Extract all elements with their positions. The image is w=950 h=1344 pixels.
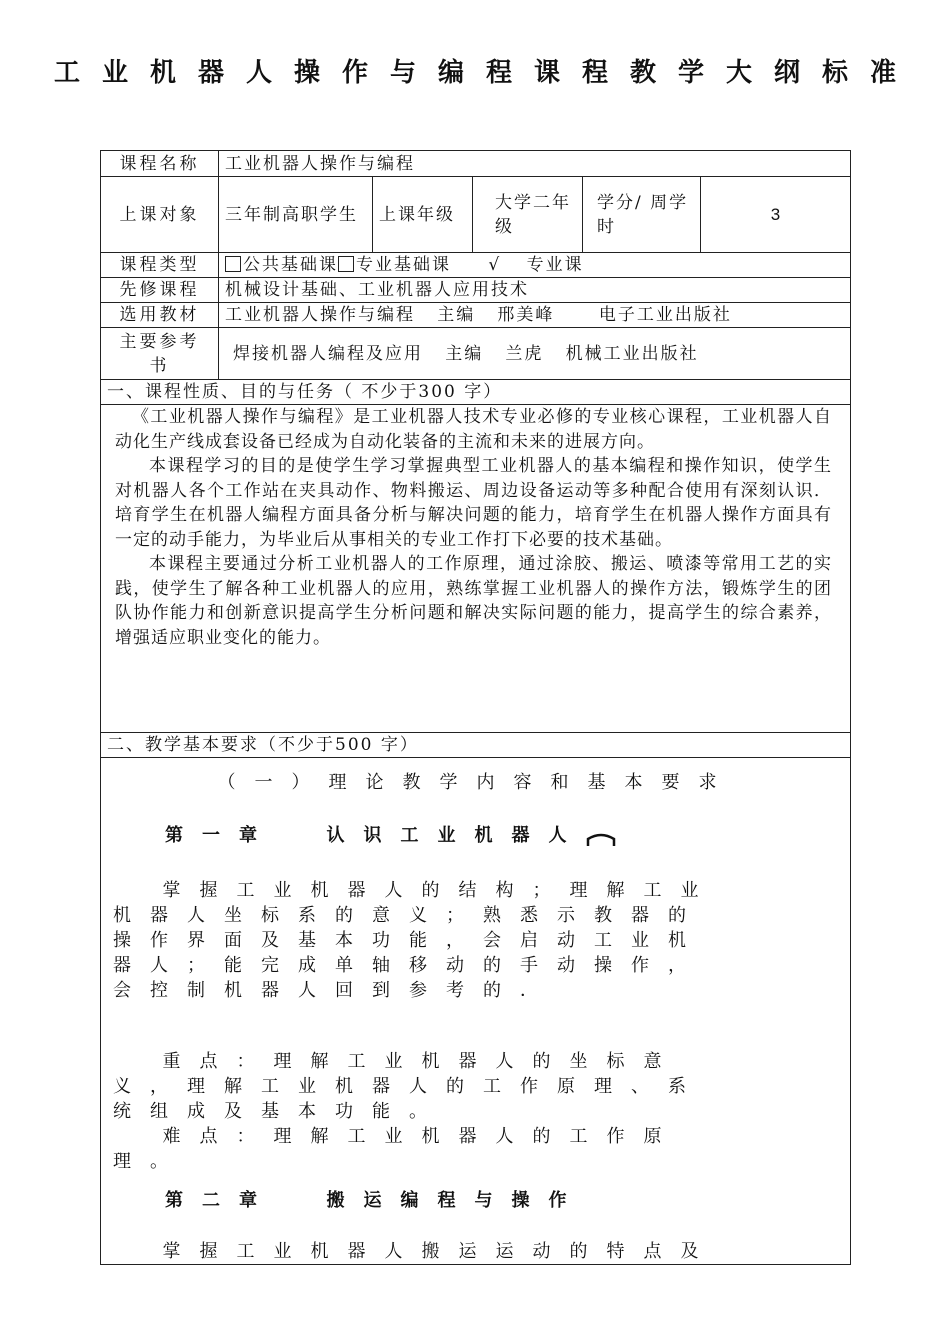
section1-paragraph: 本课程学习的目的是使学生学习掌握典型工业机器人的基本编程和操作知识，使学生对机器人各个工作站在夹具动作、物料搬运、周边设备运动等多种配合使用有深刻认识．培育学生在机器人编程方面具备分析与解决问题的能力，培育学生在机器人操作方面具有一定的动手能力，为毕业后从事相关的专业工作打下必要的技术基础。 (115, 456, 833, 550)
course-type-options (219, 253, 851, 278)
row-course-type (101, 253, 851, 278)
chapter1-line: 器人；能完成单轴移动的手动操作， (113, 955, 705, 976)
chapter2-title: 第二章 搬运编程与操作 (165, 1190, 586, 1211)
key-point-line: 统组成及基本功能。 (113, 1101, 446, 1122)
row-section1-body (101, 405, 851, 733)
bracket-mark-icon (586, 833, 616, 847)
option-professional: 专业课 (526, 255, 584, 275)
key-point-line: 重点：理解工业机器人的坐标意 (113, 1051, 681, 1072)
section1-heading: 一、课程性质、目的与任务（ 不少于300 字） (101, 380, 851, 405)
chapter1-line: 机器人坐标系的意义；熟悉示教器的 (113, 905, 705, 926)
prereq-value: 机械设计基础、工业机器人应用技术 (219, 278, 851, 303)
row-audience (101, 177, 851, 253)
section1-paragraph: 本课程主要通过分析工业机器人的工作原理，通过涂胶、搬运、喷漆等常用工艺的实践，使学生了解各种工业机器人的应用，熟练掌握工业机器人的操作方法，锻炼学生的团队协作能力和创新意识提高学生分析问题和解决实际问题的能力，提高学生的综合素养，增强适应职业变化的能力。 (115, 554, 833, 648)
row-course-name (101, 151, 851, 177)
reference-label: 主要参考书 (101, 328, 219, 380)
audience-value: 三年制高职学生 (219, 177, 373, 253)
key-point-line: 义，理解工业机器人的工作原理、系 (113, 1076, 705, 1097)
page-title: 工业机器人操作与编程课程教学大纲标准 (53, 58, 918, 88)
chapter1-title: 第一章 认识工业机器人 (113, 823, 840, 848)
row-section1-heading (101, 380, 851, 405)
chapter1-line: 操作界面及基本功能，会启动工业机 (113, 930, 705, 951)
grade-label: 上课年级 (373, 177, 473, 253)
syllabus-table (100, 150, 851, 1265)
checkbox-professional-basic (338, 256, 354, 272)
row-reference (101, 328, 851, 380)
chapter2-line: 掌握工业机器人搬运运动的特点及 (113, 1241, 718, 1262)
row-textbook (101, 303, 851, 328)
credit-label: 学分/ 周学时 (583, 177, 701, 253)
difficulty-line: 难点：理解工业机器人的工作原 (113, 1126, 681, 1147)
difficulty-line: 理。 (113, 1151, 187, 1172)
course-type-label: 课程类型 (101, 253, 219, 278)
course-name-value: 工业机器人操作与编程 (219, 151, 851, 177)
chapter1-line: 会控制机器人回到参考的． (113, 980, 557, 1001)
reference-value: 焊接机器人编程及应用 主编 兰虎 机械工业出版社 (219, 328, 851, 380)
textbook-label: 选用教材 (101, 303, 219, 328)
audience-label: 上课对象 (101, 177, 219, 253)
theory-subheading: （一）理论教学内容和基本要求 (217, 772, 736, 793)
prereq-label: 先修课程 (101, 278, 219, 303)
row-section2-body (101, 758, 851, 1265)
section2-heading: 二、教学基本要求（不少于500 字） (101, 733, 851, 758)
row-prereq (101, 278, 851, 303)
course-name-label: 课程名称 (101, 151, 219, 177)
textbook-value: 工业机器人操作与编程 主编 邢美峰 电子工业出版社 (219, 303, 851, 328)
checkmark-icon: √ (488, 255, 502, 275)
credit-value: 3 (701, 177, 851, 253)
chapter1-line: 掌握工业机器人的结构；理解工业 (113, 880, 718, 901)
option-public-basic: 公共基础课 (243, 255, 338, 275)
section1-paragraph: 《工业机器人操作与编程》是工业机器人技术专业必修的专业核心课程，工业机器人自动化生产线成套设备已经成为自动化装备的主流和未来的进展方向。 (115, 407, 833, 452)
option-professional-basic: 专业基础课 (356, 255, 451, 275)
grade-value: 大学二年级 (473, 177, 583, 253)
checkbox-public-basic (225, 256, 241, 272)
row-section2-heading (101, 733, 851, 758)
